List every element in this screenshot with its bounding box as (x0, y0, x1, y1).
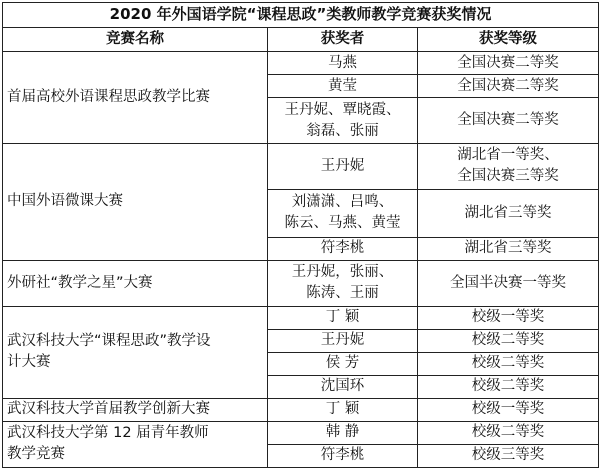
award-level-cell: 湖北省三等奖 (418, 238, 599, 261)
winners-cell: 沈国环 (268, 375, 418, 398)
award-level-cell: 全国决赛二等奖 (418, 52, 599, 75)
header-winners: 获奖者 (268, 28, 418, 52)
award-level-cell: 校级二等奖 (418, 375, 599, 398)
table-row (3, 398, 599, 421)
award-level-cell: 全国半决赛一等奖 (418, 260, 599, 306)
winners-cell: 丁 颖 (268, 398, 418, 421)
header-level: 获奖等级 (418, 28, 599, 52)
winners-cell: 王丹妮，张丽、 陈涛、王丽 (268, 260, 418, 306)
award-level-cell: 校级三等奖 (418, 444, 599, 467)
awards-table (2, 2, 599, 468)
competition-name: 武汉科技大学首届教学创新大赛 (3, 398, 268, 421)
award-level-cell: 全国决赛二等奖 (418, 75, 599, 98)
table-row (3, 144, 599, 190)
award-level-cell: 校级二等奖 (418, 329, 599, 352)
winners-cell: 马燕 (268, 52, 418, 75)
table-title-row (3, 3, 599, 28)
winners-cell: 符李桃 (268, 444, 418, 467)
table-row (3, 52, 599, 75)
competition-name: 武汉科技大学第 12 届青年教师 教学竞赛 (3, 421, 268, 467)
award-level-cell: 全国决赛二等奖 (418, 98, 599, 144)
table-row (3, 260, 599, 306)
header-row (3, 28, 599, 52)
winners-cell: 王丹妮 (268, 329, 418, 352)
winners-cell: 侯 芳 (268, 352, 418, 375)
award-level-cell: 校级一等奖 (418, 398, 599, 421)
winners-cell: 王丹妮 (268, 144, 418, 190)
award-level-cell: 湖北省三等奖 (418, 189, 599, 237)
award-level-cell: 校级二等奖 (418, 421, 599, 444)
winners-cell: 丁 颖 (268, 306, 418, 329)
winners-cell: 刘潇潇、吕鸣、 陈云、马燕、黄莹 (268, 189, 418, 237)
table-title: 2020 年外国语学院“课程思政”类教师教学竞赛获奖情况 (3, 3, 599, 28)
winners-cell: 黄莹 (268, 75, 418, 98)
award-level-cell: 校级一等奖 (418, 306, 599, 329)
competition-name: 武汉科技大学“课程思政”教学设 计大赛 (3, 306, 268, 398)
award-level-cell: 校级二等奖 (418, 352, 599, 375)
header-competition: 竞赛名称 (3, 28, 268, 52)
winners-cell: 韩 静 (268, 421, 418, 444)
competition-name: 中国外语微课大赛 (3, 144, 268, 261)
competition-name: 首届高校外语课程思政教学比赛 (3, 52, 268, 144)
competition-name: 外研社“教学之星”大赛 (3, 260, 268, 306)
winners-cell: 王丹妮、覃晓霞、 翁磊、张丽 (268, 98, 418, 144)
table-row (3, 306, 599, 329)
award-level-cell: 湖北省一等奖、 全国决赛三等奖 (418, 144, 599, 190)
winners-cell: 符李桃 (268, 238, 418, 261)
table-row (3, 421, 599, 444)
